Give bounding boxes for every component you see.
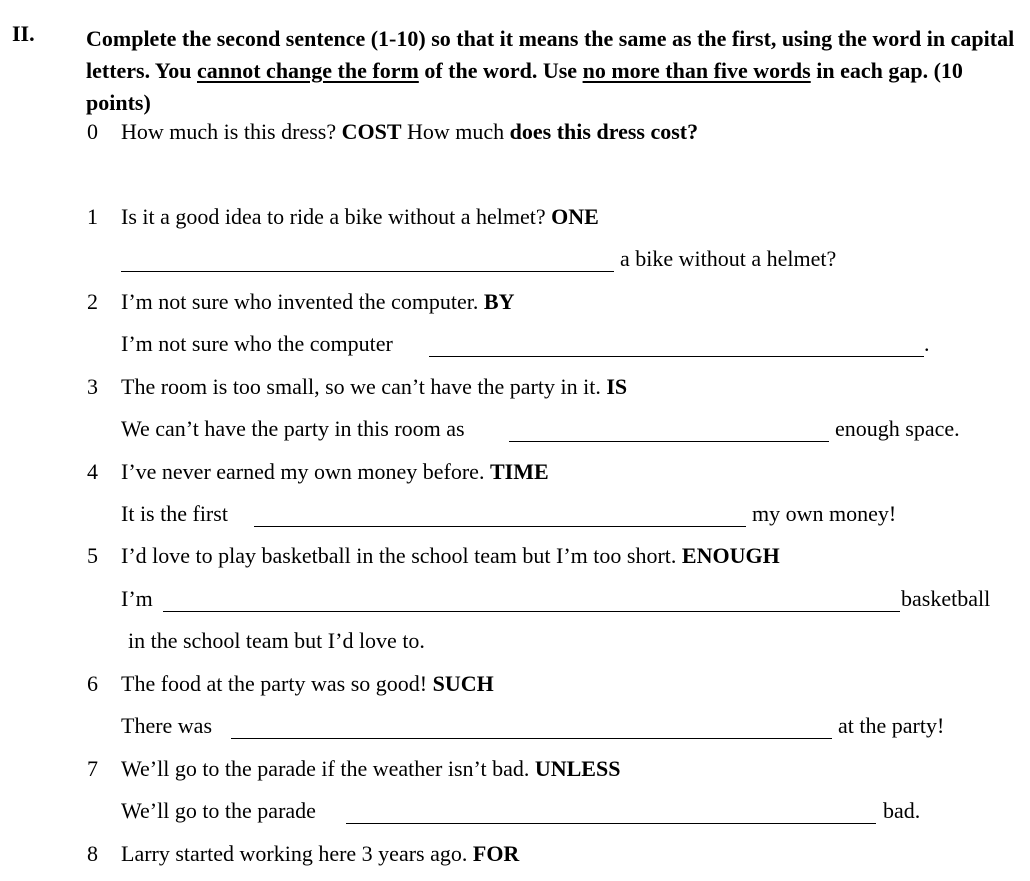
instruction-emphasis-2: no more than five words	[582, 58, 811, 83]
answer-blank[interactable]	[231, 738, 832, 739]
item-prompt: The room is too small, so we can’t have the party in it. IS	[121, 374, 628, 399]
item-prompt: I’ve never earned my own money before. TIME	[121, 459, 549, 484]
item-after-text: enough space.	[835, 416, 960, 441]
item-before-text: There was	[121, 713, 213, 738]
item-number: 5	[87, 543, 98, 568]
item-before-text: I’m not sure who the computer	[121, 331, 393, 356]
item-prompt: I’d love to play basketball in the school team but I’m too short. ENOUGH	[121, 543, 780, 568]
item-keyword: ENOUGH	[681, 543, 780, 568]
example-keyword: COST	[341, 119, 402, 144]
item-keyword: UNLESS	[534, 756, 621, 781]
instruction-emphasis-1: cannot change the form	[197, 58, 419, 83]
answer-blank[interactable]	[429, 356, 924, 357]
instruction-text-3: in each gap. (10 points)	[86, 58, 963, 115]
item-after-text: basketball	[901, 586, 991, 611]
item-after-text: my own money!	[752, 501, 897, 526]
item-keyword: FOR	[472, 841, 520, 866]
instruction-text-2: of the word. Use	[418, 58, 583, 83]
item-before-text: We can’t have the party in this room as	[121, 416, 465, 441]
item-before-text: It is the first	[121, 501, 228, 526]
item-after-text: a bike without a helmet?	[620, 246, 837, 271]
item-number: 8	[87, 841, 98, 866]
item-prompt: We’ll go to the parade if the weather isn’t bad. UNLESS	[121, 756, 621, 781]
item-prompt: Is it a good idea to ride a bike without a helmet? ONE	[121, 204, 599, 229]
item-number: 7	[87, 756, 98, 781]
example-answer-plain: How much	[401, 119, 510, 144]
item-prompt: I’m not sure who invented the computer. BY	[121, 289, 515, 314]
answer-blank[interactable]	[346, 823, 876, 824]
item-after-text: .	[924, 331, 930, 356]
example-answer-bold: does this dress cost?	[509, 119, 699, 144]
item-number: 2	[87, 289, 98, 314]
item-before-text: We’ll go to the parade	[121, 798, 316, 823]
section-number: II.	[12, 21, 35, 46]
item-keyword: IS	[606, 374, 628, 399]
item-number: 6	[87, 671, 98, 696]
instruction-text-1: Complete the second sentence (1-10) so that it means the same as the first, using the word in capital letters. You	[86, 26, 1015, 83]
item-keyword: ONE	[551, 204, 599, 229]
answer-blank[interactable]	[163, 611, 900, 612]
item-prompt: Larry started working here 3 years ago. FOR	[121, 841, 520, 866]
example-prompt: How much is this dress?	[121, 119, 342, 144]
item-after-text: bad.	[883, 798, 921, 823]
answer-blank[interactable]	[254, 526, 746, 527]
item-after-text: at the party!	[838, 713, 945, 738]
answer-blank[interactable]	[121, 271, 614, 272]
item-number: 1	[87, 204, 98, 229]
section-instructions	[86, 23, 1016, 119]
item-number: 4	[87, 459, 98, 484]
item-number: 3	[87, 374, 98, 399]
answer-blank[interactable]	[509, 441, 829, 442]
item-prompt: The food at the party was so good! SUCH	[121, 671, 494, 696]
item-keyword: TIME	[489, 459, 549, 484]
example-sentence	[121, 121, 698, 143]
item-continuation-text: in the school team but I’d love to.	[128, 628, 425, 653]
item-keyword: SUCH	[432, 671, 494, 696]
item-before-text: I’m	[121, 586, 153, 611]
item-keyword: BY	[483, 289, 515, 314]
example-number: 0	[87, 119, 98, 144]
